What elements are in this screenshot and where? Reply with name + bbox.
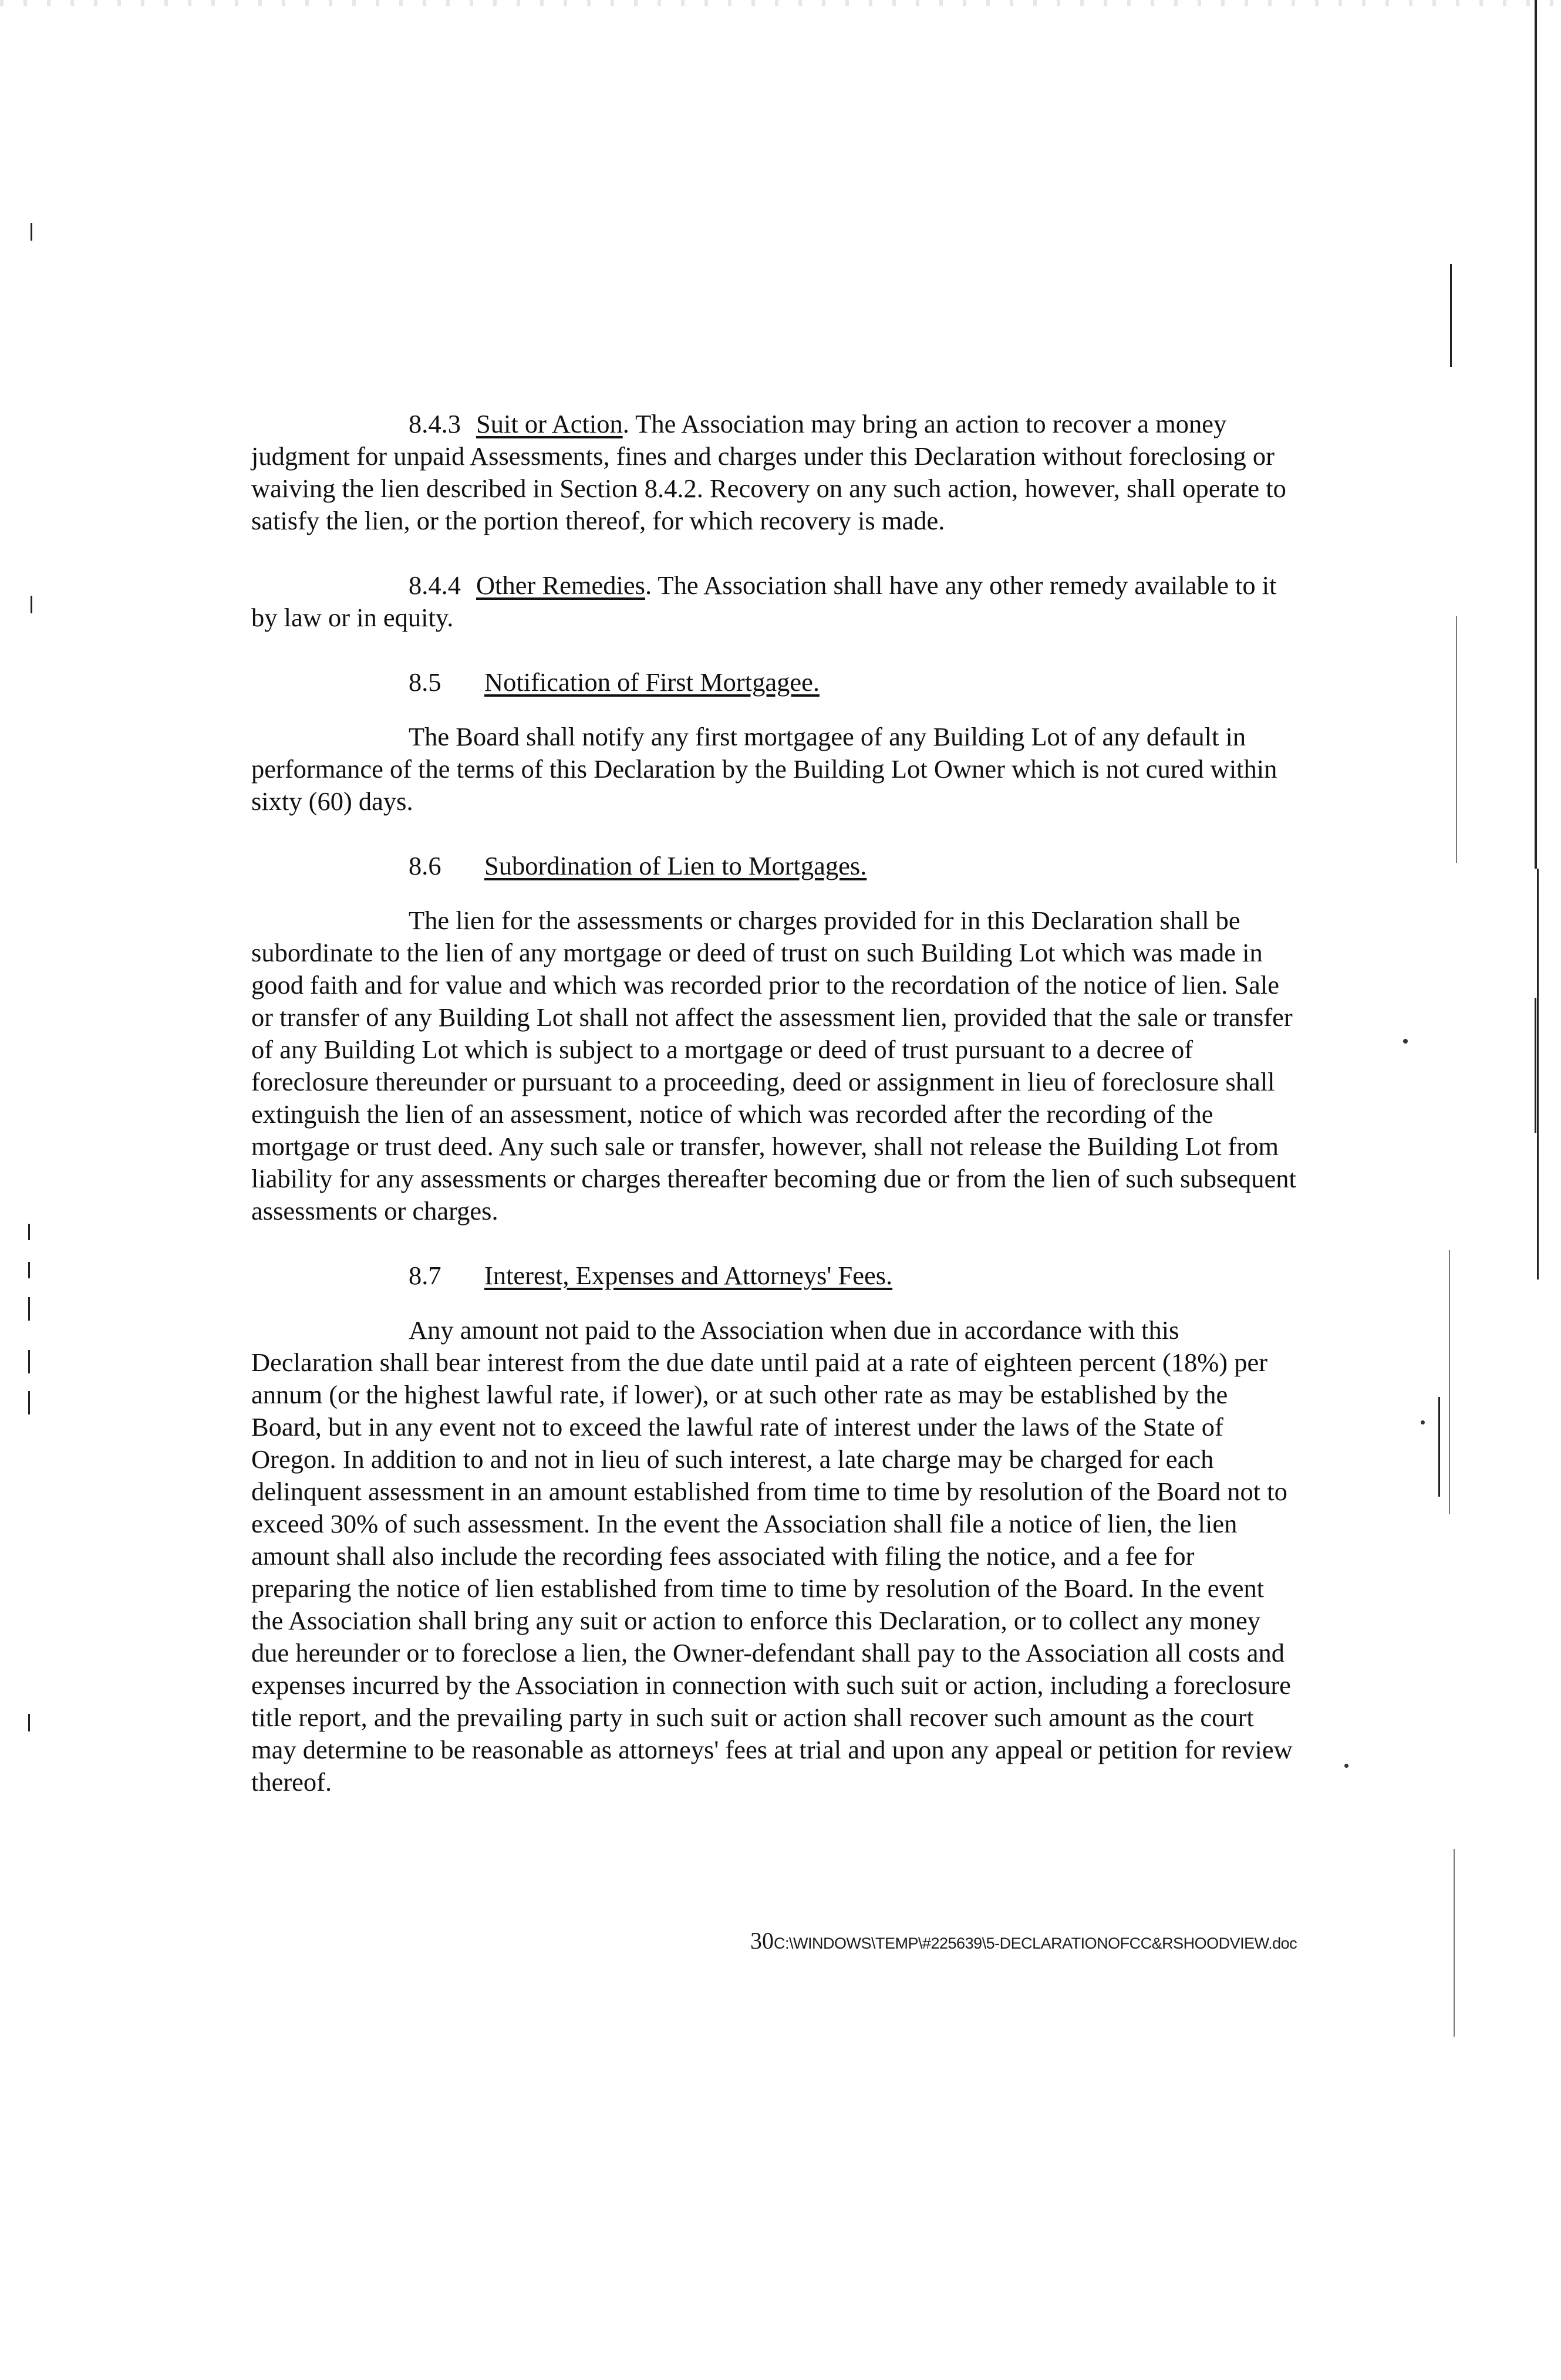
section-8-5-title: Notification of First Mortgagee. [484, 667, 820, 697]
section-8-7-body: Any amount not paid to the Association when due in accordance with this Declaration shall bear interest from the due date until paid at a rate of eighteen percent (18%) per annum (or the highest lawful rate, if lower), or at such other rate as may be established by the Board, but in any event not to exceed the lawful rate of interest under the laws of the State of Oregon. In addition to and not in lieu of such interest, a late charge may be charged for each delinquent assessment in an amount established from time to time by resolution of the Board not to exceed 30% of such assessment. In the event the Association shall file a notice of lien, the lien amount shall also include the recording fees associated with filing the notice, and a fee for preparing the notice of lien established from time to time by resolution of the Board. In the event the Association shall bring any suit or action to enforce this Declaration, or to collect any money due hereunder or to foreclose a lien, the Owner-defendant shall pay to the Association all costs and expenses incurred by the Association in connection with such suit or action, including a foreclosure title report, and the prevailing party in such suit or action shall recover such amount as the court may determine to be reasonable as attorneys' fees at trial and upon any appeal or petition for review thereof. [251, 1315, 1293, 1797]
section-8-4-3 [251, 408, 1296, 537]
section-8-4-4-number: 8.4.4 [409, 570, 461, 600]
section-8-5-number: 8.5 [409, 667, 441, 697]
section-8-4-4-body: . The Association shall have any other remedy available to it by law or in equity. [251, 570, 1277, 632]
scan-artifact-right-bottom [1454, 1849, 1455, 2037]
section-8-7-title: Interest, Expenses and Attorneys' Fees. [484, 1261, 893, 1290]
scan-artifact-left-5 [28, 1297, 30, 1321]
scan-artifact-left-7 [28, 1391, 30, 1415]
section-8-4-3-body: . The Association may bring an action to recover a money judgment for unpaid Assessments, fines and charges under this Declaration without foreclosing or waiving the lien described in Section 8.4.2. Recovery on any such action, however, shall operate to satisfy the lien, or the portion thereof, for which recovery is made. [251, 409, 1286, 535]
scan-artifact-left-6 [28, 1350, 30, 1373]
section-8-5-body: The Board shall notify any first mortgagee of any Building Lot of any default in performance of the terms of this Declaration by the Building Lot Owner which is not cured within sixty (60) days. [251, 722, 1277, 816]
section-8-6-title: Subordination of Lien to Mortgages. [484, 851, 867, 880]
scan-artifact-dot-3 [1344, 1764, 1348, 1768]
scan-artifact-left-1 [31, 223, 32, 241]
page-number: 30 [750, 1927, 774, 1954]
scan-artifact-right-tick [1450, 264, 1452, 367]
scan-artifact-right-dashed [1449, 1250, 1450, 1514]
page-footer [750, 1927, 1297, 1954]
section-8-4-3-title: Suit or Action [476, 409, 623, 438]
scan-artifact-dot-2 [1421, 1420, 1425, 1424]
document-body [251, 408, 1296, 1798]
section-8-6-body: The lien for the assessments or charges provided for in this Declaration shall be subordinate to the lien of any mortgage or deed of trust on such Building Lot which was made in good faith and for value and which was recorded prior to the recordation of the notice of lien. Sale or transfer of any Building Lot shall not affect the assessment lien, provided that the sale or transfer of any Building Lot which is subject to a mortgage or deed of trust pursuant to a decree of foreclosure thereunder or pursuant to a proceeding, deed or assignment in lieu of foreclosure shall extinguish the lien of an assessment, notice of which was recorded after the recording of the mortgage or trust deed. Any such sale or transfer, however, shall not release the Building Lot from liability for any assessments or charges thereafter becoming due or from the lien of such subsequent assessments or charges. [251, 906, 1296, 1226]
scan-artifact-right-curve [1535, 998, 1536, 1133]
section-8-5-heading [251, 666, 1296, 698]
section-8-4-4-title: Other Remedies [476, 570, 645, 600]
scan-edge-noise [0, 0, 1561, 6]
scan-artifact-right-edge-lower [1537, 869, 1539, 1280]
section-8-6-heading [251, 850, 1296, 882]
section-8-6-number: 8.6 [409, 851, 441, 880]
scan-artifact-left-2 [31, 596, 32, 613]
scan-artifact-right-edge [1535, 0, 1537, 869]
section-8-4-4 [251, 569, 1296, 634]
scan-artifact-left-4 [28, 1262, 30, 1278]
scan-artifact-left-3 [28, 1224, 30, 1240]
scan-artifact-right-short [1438, 1397, 1440, 1497]
file-path: C:\WINDOWS\TEMP\#225639\5-DECLARATIONOFCC&RSHOODVIEW.doc [774, 1935, 1297, 1952]
section-8-4-3-number: 8.4.3 [409, 409, 461, 438]
scan-artifact-left-8 [28, 1714, 30, 1731]
section-8-7-number: 8.7 [409, 1261, 441, 1290]
section-8-7-heading [251, 1260, 1296, 1292]
scan-artifact-dot-1 [1403, 1039, 1408, 1044]
scan-artifact-right-faint [1456, 616, 1457, 863]
